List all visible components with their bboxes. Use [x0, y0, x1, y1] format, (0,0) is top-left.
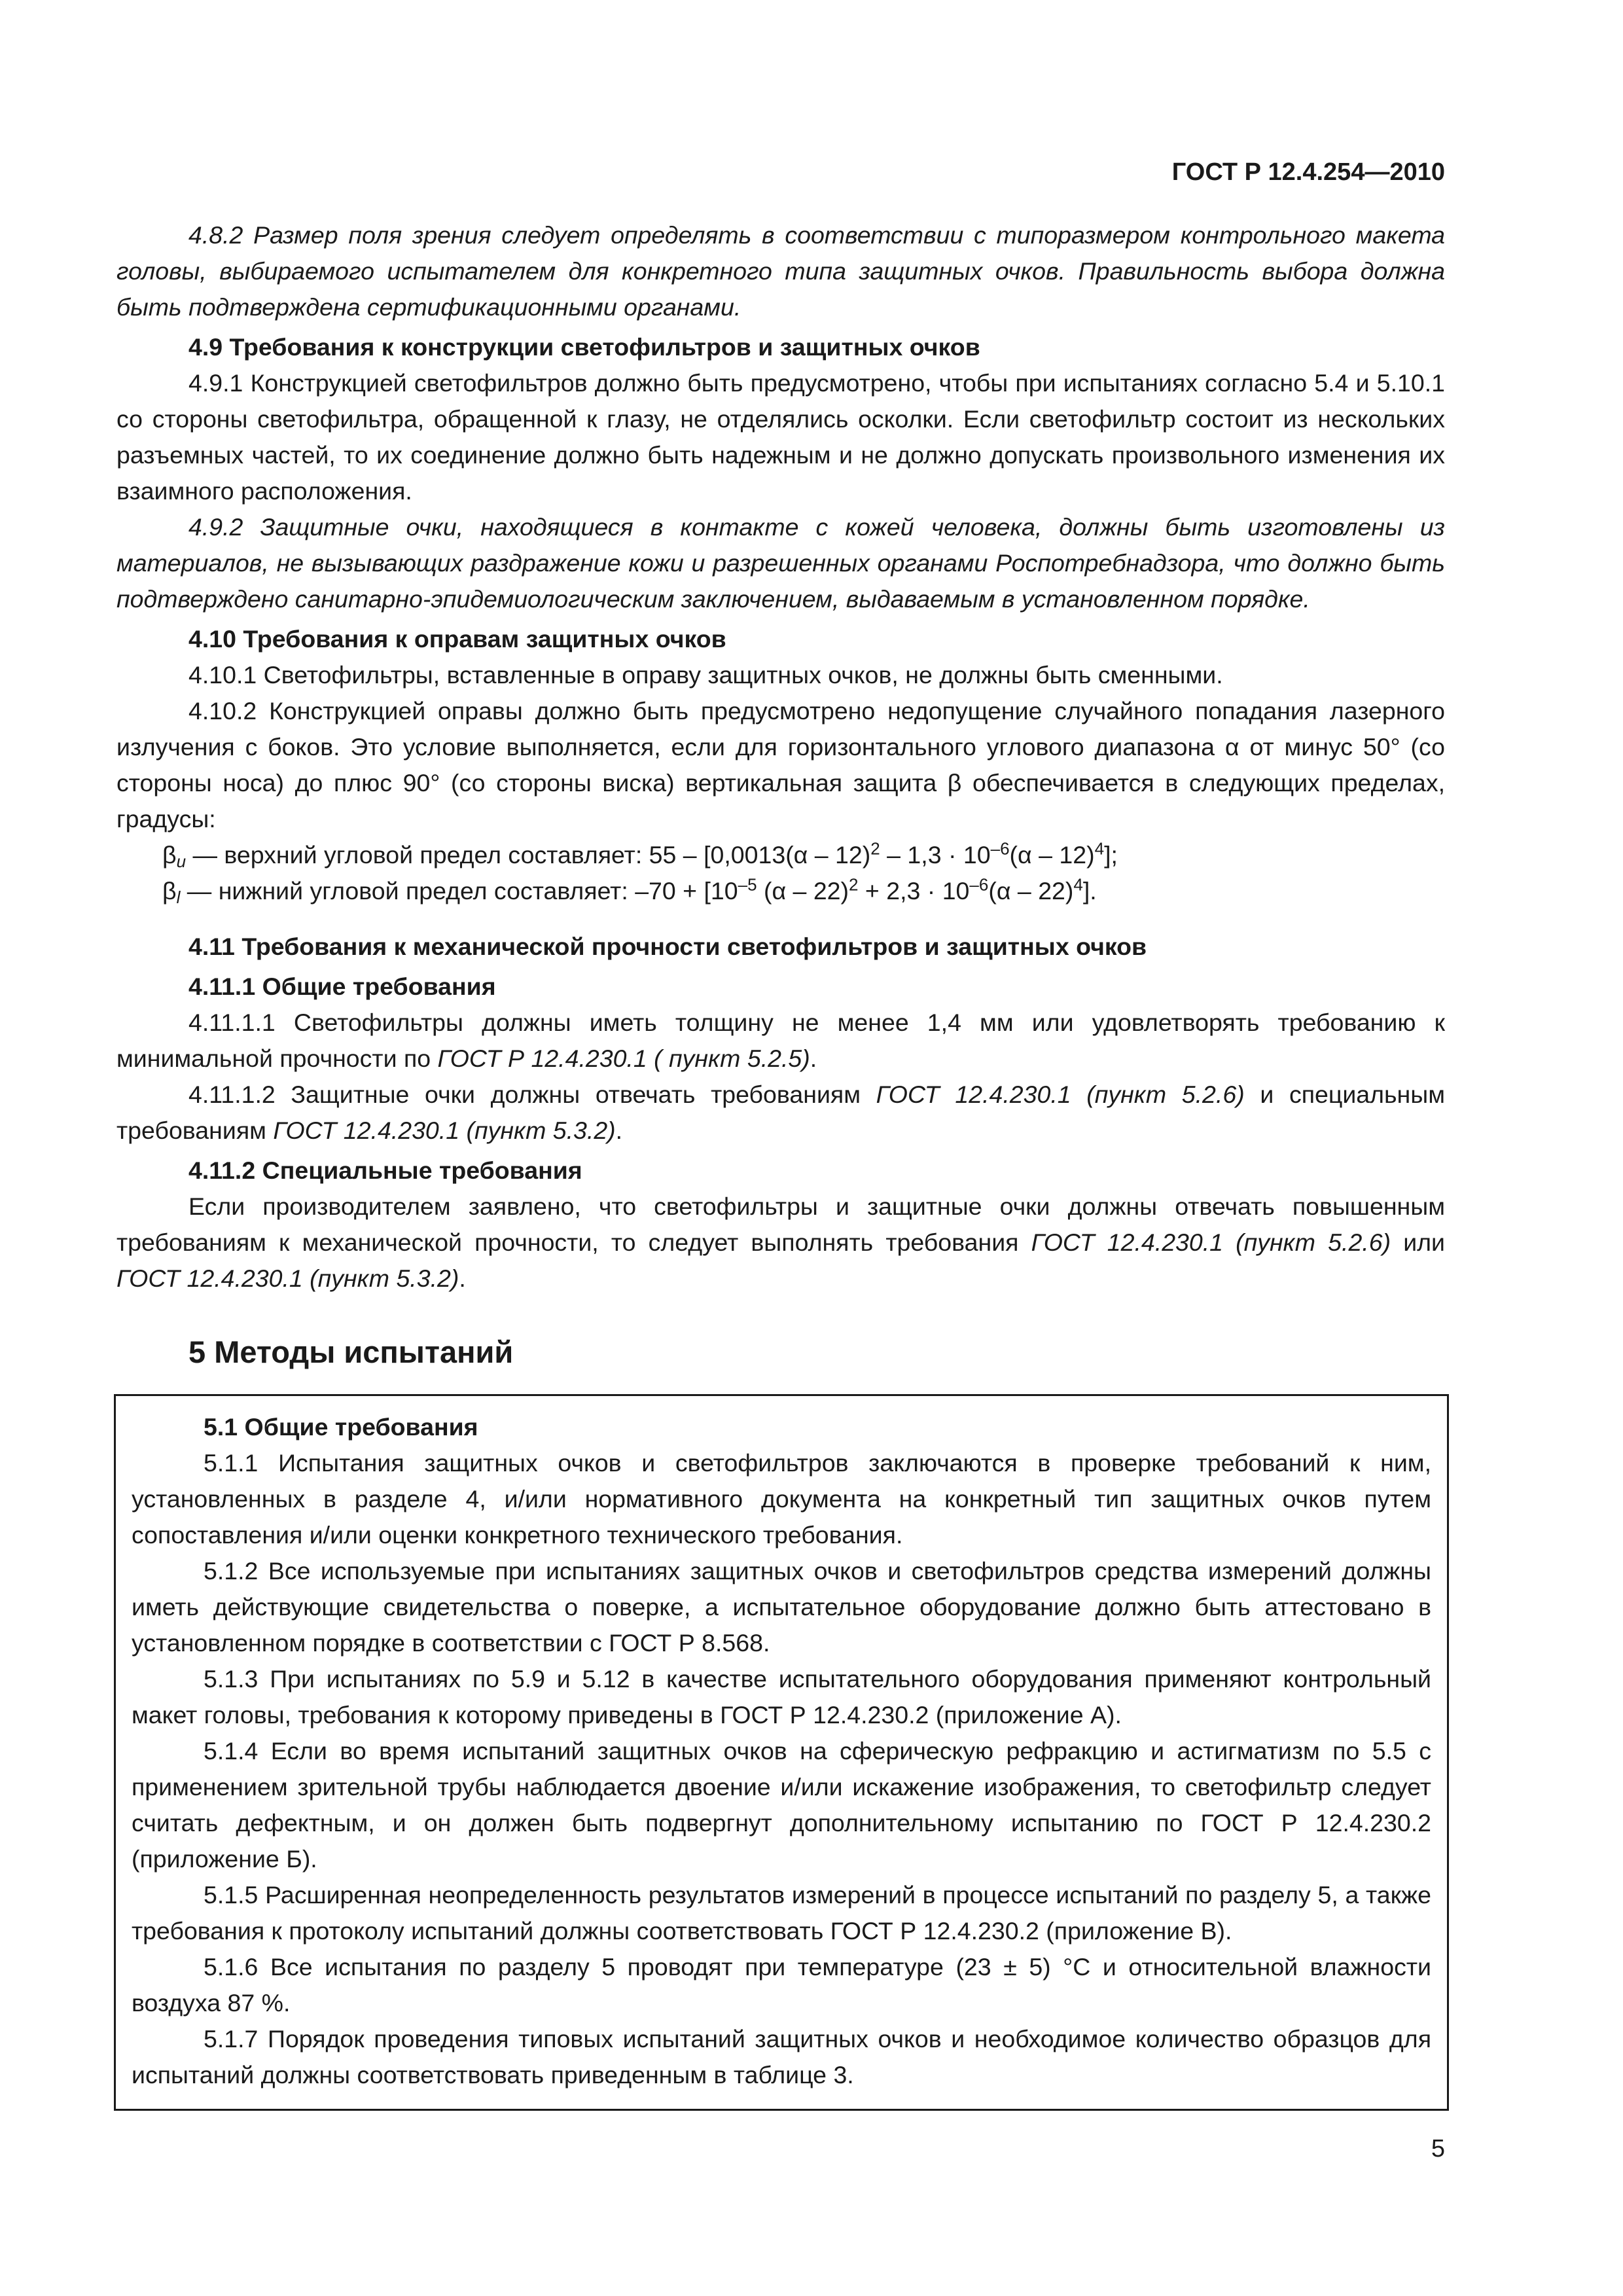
paragraph-4-11-1-1: 4.11.1.1 Светофильтры должны иметь толщину не менее 1,4 мм или удовлетворять требованию к минимальной прочности по ГОСТ Р 12.4.230.1 ( пункт 5.2.5). — [116, 1009, 1445, 1072]
page-content — [116, 217, 1445, 2111]
formula-lower-limit: $\beta_l$ — нижний угловой предел составляет: $-70 + [10^{-5}$ $(\alpha - 22)^2 + 2,3 \cdot 10^{-6}(\alpha - 22)^4$]. — [162, 874, 1097, 907]
paragraph-5-1-5: 5.1.5 Расширенная неопределенность результатов измерений в процессе испытаний по разделу 5, а также требования к протоколу испытаний должны соответствовать ГОСТ Р 12.4.230.2 (приложение В). — [132, 1881, 1431, 1945]
paragraph-5-1-3: 5.1.3 При испытаниях по 5.9 и 5.12 в качестве испытательного оборудования применяют контрольный макет головы, требования к которому приведены в ГОСТ Р 12.4.230.2 (приложение А). — [132, 1665, 1431, 1729]
section-5-1-box — [114, 1394, 1449, 2111]
heading-4-10: 4.10 Требования к оправам защитных очков — [188, 625, 726, 653]
heading-4-9: 4.9 Требования к конструкции светофильтров и защитных очков — [188, 333, 980, 361]
paragraph-4-9-2: 4.9.2 Защитные очки, находящиеся в контакте с кожей человека, должны быть изготовлены из материалов, не вызывающих раздражение кожи и разрешенных органами Роспотребнадзора, что должно быть подтверждено санитарно-эпидемиологическим заключением, выдаваемым в установленном порядке. — [116, 513, 1445, 613]
heading-4-11-1: 4.11.1 Общие требования — [188, 973, 496, 1000]
paragraph-4-11-2: Если производителем заявлено, что светофильтры и защитные очки должны отвечать повышенным требованиям к механической прочности, то следует выполнять требования ГОСТ 12.4.230.1 (пункт 5.2.6) или ГОСТ 12.4.230.1 (пункт 5.3.2). — [116, 1193, 1445, 1292]
paragraph-5-1-2: 5.1.2 Все используемые при испытаниях защитных очков и светофильтров средства измерений должны иметь действующие свидетельства о поверке, а испытательное оборудование должно быть аттестовано в установленном порядке в соответствии с ГОСТ Р 8.568. — [132, 1557, 1431, 1657]
paragraph-4-8-2: 4.8.2 Размер поля зрения следует определять в соответствии с типоразмером контрольного макета головы, выбираемого испытателем для конкретного типа защитных очков. Правильность выбора должна быть подтверждена сертификационными органами. — [116, 221, 1445, 321]
paragraph-5-1-1: 5.1.1 Испытания защитных очков и светофильтров заключаются в проверке требований к ним, установленных в разделе 4, и/или нормативного документа на конкретный тип защитных очков путем сопоставления и/или оценки конкретного технического требования. — [132, 1449, 1431, 1549]
page-number: 5 — [1431, 2135, 1445, 2162]
paragraph-4-10-2: 4.10.2 Конструкцией оправы должно быть предусмотрено недопущение случайного попадания лазерного излучения с боков. Это условие выполняется, если для горизонтального углового диапазона α от минус 50° (со стороны носа) до плюс 90° (со стороны виска) вертикальная защита β обеспечивается в следующих пределах, градусы: — [116, 697, 1445, 833]
paragraph-4-10-1: 4.10.1 Светофильтры, вставленные в оправу защитных очков, не должны быть сменными. — [188, 661, 1223, 689]
heading-5-1: 5.1 Общие требования — [204, 1413, 478, 1441]
document-id: ГОСТ Р 12.4.254—2010 — [1171, 158, 1445, 186]
section-5-title: 5 Методы испытаний — [188, 1335, 514, 1369]
paragraph-5-1-7: 5.1.7 Порядок проведения типовых испытаний защитных очков и необходимое количество образцов для испытаний должны соответствовать приведенным в таблице 3. — [132, 2025, 1431, 2089]
paragraph-4-9-1: 4.9.1 Конструкцией светофильтров должно быть предусмотрено, чтобы при испытаниях согласно 5.4 и 5.10.1 со стороны светофильтра, обращенной к глазу, не отделялись осколки. Если светофильтр состоит из нескольких разъемных частей, то их соединение должно быть надежным и не должно допускать произвольного изменения их взаимного расположения. — [116, 369, 1445, 505]
paragraph-5-1-6: 5.1.6 Все испытания по разделу 5 проводят при температуре (23 ± 5) °С и относительной влажности воздуха 87 %. — [132, 1953, 1431, 2017]
heading-4-11-2: 4.11.2 Специальные требования — [188, 1157, 582, 1184]
formula-upper-limit: $\beta_u$ — верхний угловой предел составляет: $55 - [0,0013(\alpha - 12)^2 - 1,3 \cdot 10^{-6}(\alpha - 12)^4]$; — [162, 838, 1118, 871]
paragraph-4-11-1-2: 4.11.1.2 Защитные очки должны отвечать требованиям ГОСТ 12.4.230.1 (пункт 5.2.6) и специальным требованиям ГОСТ 12.4.230.1 (пункт 5.3.2). — [116, 1081, 1445, 1144]
paragraph-5-1-4: 5.1.4 Если во время испытаний защитных очков на сферическую рефракцию и астигматизм по 5.5 с применением зрительной трубы наблюдается двоение и/или искажение изображения, то светофильтр следует считать дефектным, и он должен быть подвергнут дополнительному испытанию по ГОСТ Р 12.4.230.2 (приложение Б). — [132, 1737, 1431, 1873]
heading-4-11: 4.11 Требования к механической прочности светофильтров и защитных очков — [188, 933, 1147, 960]
